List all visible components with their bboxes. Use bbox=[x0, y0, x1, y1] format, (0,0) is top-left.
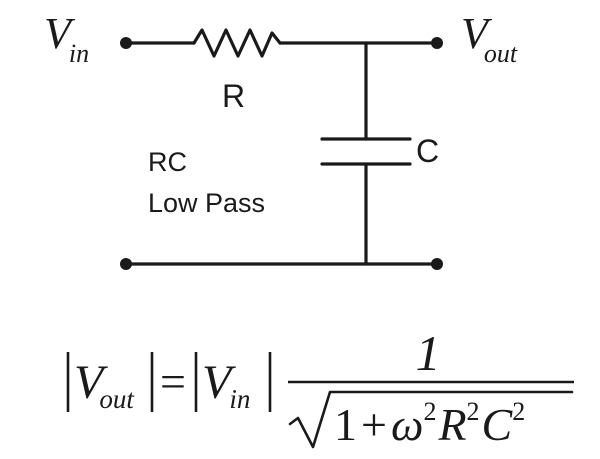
formula-equals: = bbox=[160, 356, 186, 407]
formula-vout-main: V bbox=[74, 356, 104, 409]
denom-r: R bbox=[438, 399, 467, 450]
resistor-label: R bbox=[222, 78, 246, 114]
denom-c-exp: 2 bbox=[512, 397, 526, 426]
vin-main: V bbox=[44, 9, 71, 58]
ground-terminal-right bbox=[431, 258, 443, 270]
formula-vin-sub: in bbox=[229, 384, 251, 414]
denom-omega: ω bbox=[390, 399, 424, 450]
capacitor-label: C bbox=[416, 133, 440, 169]
formula-vout bbox=[74, 356, 135, 414]
denom-plus: + bbox=[361, 399, 387, 450]
denom-one: 1 bbox=[334, 399, 357, 450]
transfer-formula bbox=[68, 325, 574, 450]
resistor-symbol bbox=[194, 30, 280, 56]
vout-sub: out bbox=[483, 39, 518, 68]
formula-numerator: 1 bbox=[415, 325, 441, 381]
ground-terminal-left bbox=[120, 258, 132, 270]
formula-vout-sub: out bbox=[99, 384, 134, 414]
denom-r-exp: 2 bbox=[466, 397, 480, 426]
formula-denominator bbox=[334, 397, 525, 450]
denom-c: C bbox=[481, 399, 513, 450]
vout-label bbox=[461, 9, 518, 68]
caption-line-1: RC bbox=[148, 147, 187, 177]
input-terminal bbox=[120, 37, 132, 49]
vin-sub: in bbox=[68, 39, 90, 68]
formula-vin-main: V bbox=[202, 356, 232, 409]
output-terminal bbox=[431, 37, 443, 49]
denom-omega-exp: 2 bbox=[423, 397, 437, 426]
formula-vin bbox=[202, 356, 250, 414]
vin-label bbox=[44, 9, 89, 68]
caption-line-2: Low Pass bbox=[148, 188, 266, 218]
vout-main: V bbox=[461, 9, 488, 58]
